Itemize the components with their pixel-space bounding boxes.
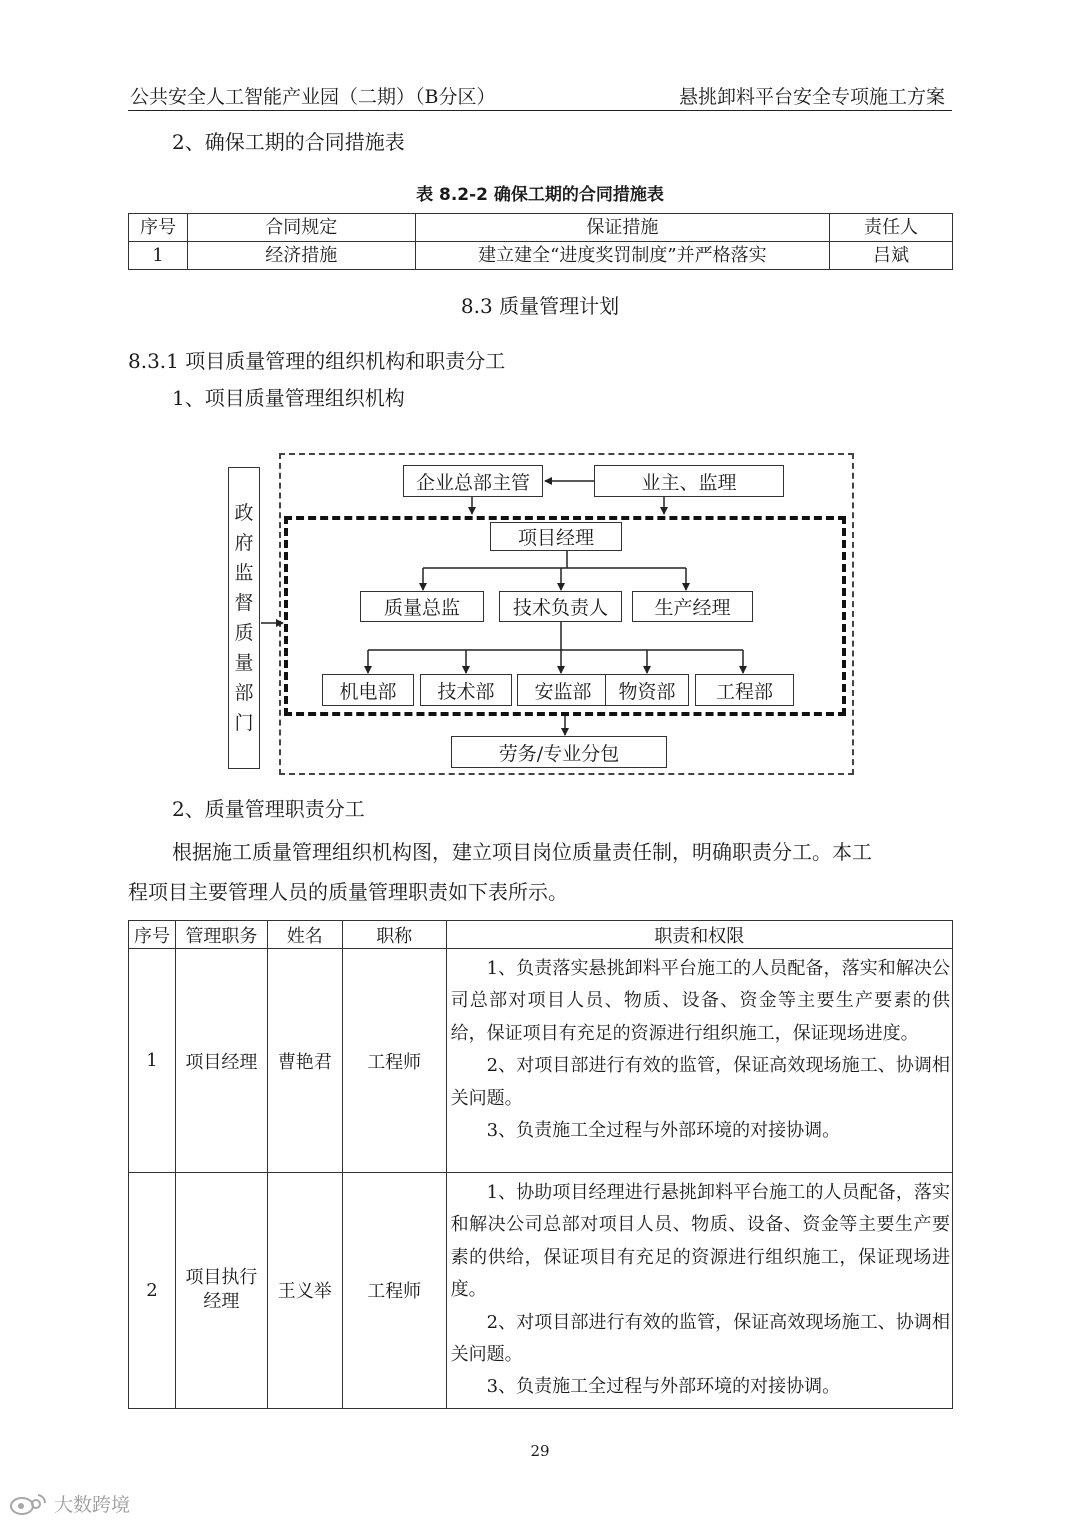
table-cell: 项目经理 <box>175 949 267 1173</box>
section-title-8-3: 8.3 质量管理计划 <box>460 294 620 318</box>
duty-item: 2、对项目部进行有效的监管，保证高效现场施工、协调相关问题。 <box>450 1311 950 1366</box>
header-project-name: 公共安全人工智能产业园（二期）（B分区） <box>130 86 496 108</box>
org-box-owner-supervisor: 业主、监理 <box>594 465 784 497</box>
table-cell: 曹艳君 <box>267 949 342 1173</box>
table-header-row <box>129 921 953 949</box>
table-row <box>129 949 953 1173</box>
header-document-title: 悬挑卸料平台安全专项施工方案 <box>678 86 945 108</box>
duty-intro-line-2: 程项目主要管理人员的质量管理职责如下表所示。 <box>128 880 568 904</box>
column-header: 合同规定 <box>187 214 415 242</box>
duties-cell <box>446 949 952 1173</box>
column-header: 序号 <box>129 214 188 242</box>
org-box-engineering-dept: 工程部 <box>695 674 794 706</box>
column-header: 序号 <box>129 921 176 949</box>
org-box-quality-director: 质量总监 <box>360 591 484 622</box>
column-header: 职责和权限 <box>446 921 952 949</box>
table-cell: 工程师 <box>342 1173 446 1409</box>
table-cell: 2 <box>129 1173 176 1409</box>
table-cell: 吕斌 <box>830 242 953 270</box>
duty-section-heading: 2、质量管理职责分工 <box>172 797 365 821</box>
table-cell: 项目执行经理 <box>175 1173 267 1409</box>
contract-section-heading: 2、确保工期的合同措施表 <box>172 130 405 154</box>
watermark <box>8 1490 130 1517</box>
duties-cell <box>446 1173 952 1409</box>
table-cell: 王义举 <box>267 1173 342 1409</box>
duty-item: 2、对项目部进行有效的监管，保证高效现场施工、协调相关问题。 <box>450 1055 950 1109</box>
column-header: 责任人 <box>830 214 953 242</box>
table-row <box>129 1173 953 1409</box>
org-box-safety-dept: 安监部 <box>517 674 609 706</box>
gov-char: 部 <box>234 682 254 704</box>
gov-char: 门 <box>234 712 254 734</box>
table-cell: 1 <box>129 949 176 1173</box>
org-box-production-manager: 生产经理 <box>632 591 753 622</box>
watermark-text: 大数跨境 <box>54 1494 131 1516</box>
gov-char: 质 <box>234 622 254 644</box>
org-box-technical-lead: 技术负责人 <box>499 591 622 622</box>
table-cell: 建立建全“进度奖罚制度”并严格落实 <box>415 242 829 270</box>
org-box-hq: 企业总部主管 <box>403 465 543 497</box>
page-number: 29 <box>530 1442 550 1460</box>
duty-item: 1、协助项目经理进行悬挑卸料平台施工的人员配备，落实和解决公司总部对项目人员、物质、设备、资金等主要生产要素的供给，保证项目有充足的资源进行组织施工，保证现场进度。 <box>450 1182 950 1301</box>
gov-char: 政 <box>234 502 254 524</box>
gov-char: 府 <box>234 532 254 554</box>
org-box-tech-dept: 技术部 <box>420 674 512 706</box>
org-structure-heading: 1、项目质量管理组织机构 <box>172 386 405 410</box>
column-header: 姓名 <box>267 921 342 949</box>
org-box-materials-dept: 物资部 <box>605 674 689 706</box>
gov-char: 量 <box>234 652 254 674</box>
weibo-logo-icon <box>8 1492 48 1516</box>
duty-item: 3、负责施工全过程与外部环境的对接协调。 <box>486 1376 841 1398</box>
duty-intro-line-1: 根据施工质量管理组织机构图，建立项目岗位质量责任制，明确职责分工。本工 <box>172 840 872 864</box>
table-cell: 1 <box>129 242 188 270</box>
org-box-subcontract: 劳务/专业分包 <box>451 736 667 768</box>
quality-duty-table <box>128 920 953 1409</box>
column-header: 管理职务 <box>175 921 267 949</box>
org-box-project-manager: 项目经理 <box>490 522 622 551</box>
subsection-title-8-3-1: 8.3.1 项目质量管理的组织机构和职责分工 <box>128 349 506 373</box>
gov-char: 监 <box>234 562 254 584</box>
column-header: 职称 <box>342 921 446 949</box>
gov-char: 督 <box>234 592 254 614</box>
duty-item: 3、负责施工全过程与外部环境的对接协调。 <box>486 1120 841 1142</box>
duty-item: 1、负责落实悬挑卸料平台施工的人员配备，落实和解决公司总部对项目人员、物质、设备、资金等主要生产要素的供给，保证项目有充足的资源进行组织施工，保证现场进度。 <box>450 958 950 1044</box>
table-cell: 工程师 <box>342 949 446 1173</box>
column-header: 保证措施 <box>415 214 829 242</box>
table-cell: 经济措施 <box>187 242 415 270</box>
contract-table-caption: 表 8.2-2 确保工期的合同措施表 <box>416 185 664 205</box>
org-box-mep-dept: 机电部 <box>322 674 414 706</box>
